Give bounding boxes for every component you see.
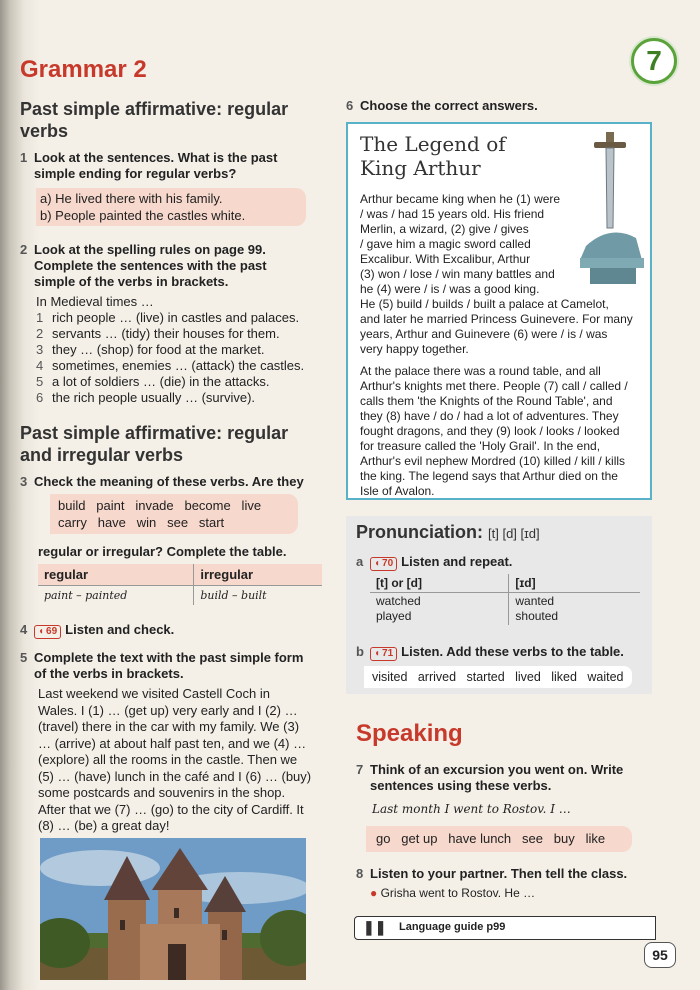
exercise-2-intro: In Medieval times … xyxy=(36,294,154,309)
verbs-box: build paint invade become live carry have win see start xyxy=(50,494,298,534)
castle-photo xyxy=(40,838,306,980)
language-guide-label: Language guide p99 xyxy=(399,921,506,933)
exercise-2-list xyxy=(36,310,336,406)
exercise-7-instruction: 7 Think of an excursion you went on. Write sentences using these verbs. xyxy=(356,762,624,793)
legend-paragraph-1-cont: He (5) build / builds / built a palace at Camelot, and later he married Princess Guinevere. For many years, Arthur and Guinevere (6) were / is / was very happy together. xyxy=(360,297,633,356)
audio-track-icon[interactable]: ◖ 71 xyxy=(370,647,397,661)
list-item: 3 they … (shop) for food at the market. xyxy=(36,342,265,357)
section-heading-regular-irregular: Past simple affirmative: regular and irregular verbs xyxy=(20,423,289,465)
sword-in-stone-icon xyxy=(576,128,652,288)
table-row: paint – painted build – built xyxy=(38,586,322,606)
sentence-b: b) People painted the castles white. xyxy=(40,208,246,223)
castle-image xyxy=(40,838,306,980)
audio-track-icon[interactable]: ◖ 70 xyxy=(370,557,397,571)
list-item: 1 rich people … (live) in castles and palaces. xyxy=(36,310,300,325)
exercise-1-sentences xyxy=(36,188,306,226)
pronunciation-b: b◖ 71 Listen. Add these verbs to the table. xyxy=(356,644,624,661)
pronunciation-table xyxy=(370,574,640,625)
legend-paragraph-2: At the palace there was a round table, and all Arthur's knights met there. People (7) call / called / calls them 'the Knights of the Round Table', and they (8) have / do / had a lot of adventures. They fought dragons, and they (9) look / looks / looked for treasure called the 'Holy Grail'. In the end, Arthur's evil nephew Mordred (10) killed / kill / kills the king. The legend says that Arthur died on the Isle of Avalon. xyxy=(360,364,628,498)
exercise-8-instruction: 8 Listen to your partner. Then tell the class. xyxy=(356,866,628,881)
exercise-2-instruction: 2 Look at the spelling rules on page 99. Complete the sentences with the past simple of the verbs in brackets. xyxy=(20,242,267,289)
language-guide-link[interactable] xyxy=(354,916,656,940)
exercise-3-instruction-2: regular or irregular? Complete the table. xyxy=(38,544,287,559)
page-number: 95 xyxy=(644,942,676,968)
pronunciation-a: a◖ 70 Listen and repeat. xyxy=(356,554,512,571)
table-header-id: [ɪd] xyxy=(509,574,640,593)
table-header-regular: regular xyxy=(38,564,194,586)
exercise-6-instruction: 6 Choose the correct answers. xyxy=(346,98,538,113)
list-item: 4 sometimes, enemies … (attack) the castles. xyxy=(36,358,305,373)
exercise-7-verbs: go get up have lunch see buy like xyxy=(366,826,632,852)
exercise-7-example: Last month I went to Rostov. I … xyxy=(372,802,571,816)
exercise-4-instruction: 4◖ 69 Listen and check. xyxy=(20,622,174,639)
exercise-1-instruction: 1 Look at the sentences. What is the past simple ending for regular verbs? xyxy=(20,150,278,181)
pronunciation-verbs: visited arrived started lived liked waited xyxy=(364,666,632,688)
exercise-3-instruction: 3 Check the meaning of these verbs. Are they xyxy=(20,474,304,489)
list-item: 5 a lot of soldiers … (die) in the attacks. xyxy=(36,374,270,389)
table-header-irregular: irregular xyxy=(194,564,322,586)
table-row: watched played wanted shouted xyxy=(370,593,640,626)
unit-number-badge: 7 xyxy=(631,38,677,84)
legend-king-arthur-box xyxy=(346,122,652,500)
language-guide-icon: ❚❚ xyxy=(363,919,387,935)
regular-irregular-table xyxy=(38,564,322,605)
audio-track-icon[interactable]: ◖ 69 xyxy=(34,625,61,639)
page-title: Grammar 2 xyxy=(20,56,147,83)
list-item: 2 servants … (tidy) their houses for them. xyxy=(36,326,280,341)
table-header-t-d: [t] or [d] xyxy=(370,574,509,593)
exercise-8-example: ● Grisha went to Rostov. He … xyxy=(370,886,536,900)
legend-paragraph-1: Arthur became king when he (1) were / was / had 15 years old. His friend Merlin, a wizard, (2) give / gives / gave him a magic sword called Excalibur. With Excalibur, Arthur (3) won / lose / win many battles and he (4) were / is / was a good king. xyxy=(360,192,561,296)
exercise-5-text: Last weekend we visited Castell Coch in Wales. I (1) … (get up) very early and I (2) … (travel) there in the car with my family. We (3) … (arrive) at about half past ten, and we (4) … (explore) all the rooms in the castle. Then we (5) … (have) lunch in the café and I (6) … (buy) some postcards and souvenirs in the shop. After that we (7) … (go) to the city of Cardiff. It (8) … (be) a great day! xyxy=(38,686,312,833)
exercise-5-instruction: 5 Complete the text with the past simple form of the verbs in brackets. xyxy=(20,650,304,681)
sentence-a: a) He lived there with his family. xyxy=(40,191,223,206)
pronunciation-box xyxy=(346,516,652,694)
list-item: 6 the rich people usually … (survive). xyxy=(36,390,256,405)
pronunciation-ipa: [t] [d] [ɪd] xyxy=(488,526,540,541)
speech-bubble-icon: ● xyxy=(370,886,378,900)
section-heading-regular: Past simple affirmative: regular verbs xyxy=(20,99,289,141)
speaking-title: Speaking xyxy=(356,720,463,747)
legend-title: The Legend of King Arthur xyxy=(360,132,506,180)
pronunciation-title: Pronunciation: [t] [d] [ɪd] xyxy=(356,522,540,542)
